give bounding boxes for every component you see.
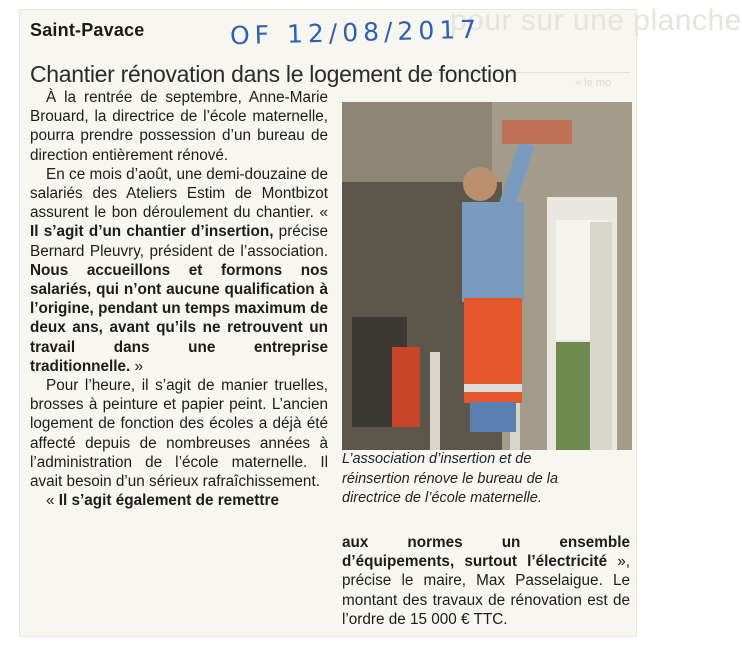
paragraph-3: Pour l’heure, il s’agit de manier truelles, brosses à peinture et papier peint. L’ancien logement de fonction des écoles a déjà été affecté depuis de nombreuses années à l’administration de l’école maternelle. Il avait besoin d’un sérieux rafraîchissement. (30, 377, 328, 491)
photo-illustration (342, 102, 632, 450)
caption-line-3: directrice de l’école maternelle. (342, 490, 542, 506)
handwritten-date-stamp: OF 12/08/2017 (229, 14, 482, 51)
article-photo (342, 102, 632, 450)
location-heading: Saint-Pavace (30, 20, 145, 40)
photo-ladder (430, 352, 440, 450)
photo-ceiling-debris (502, 120, 572, 144)
quote-bold-1: Il s’agit d’un chantier d’insertion, (30, 223, 274, 241)
newspaper-clipping (20, 4, 742, 636)
faded-fragment-text: « le mo (575, 77, 612, 89)
paragraph-2-start: En ce mois d’août, une demi-douzaine de salariés des Ateliers Estim de Montbizot assurent le bon déroulement du chantier. « (30, 165, 328, 222)
paragraph-2-end: » (130, 357, 144, 375)
quote-bold-4: aux normes un ensemble d’équipements, surtout l’électricité (342, 534, 630, 571)
caption-line-1: L’association d’insertion et de (342, 451, 532, 467)
faded-header-text: pour sur une planche (450, 4, 742, 37)
paragraph-2-mid: précise Bernard Pleuvry, président de l’association. (30, 223, 328, 260)
quote-bold-3: Il s’agit également de remettre (58, 492, 279, 510)
paragraph-5-rest: », précise le maire, Max Passelaigue. Le montant des travaux de rénovation est de l’ordre de 15 000 € TTC. (342, 553, 630, 628)
paragraph-2 (30, 165, 328, 376)
article-title: Chantier rénovation dans le logement de fonction (30, 61, 517, 87)
paragraph-4-start: « (46, 492, 59, 510)
photo-worker-torso (462, 202, 524, 302)
article-left-column (30, 88, 328, 510)
photo-caption (342, 450, 632, 509)
photo-door-panel (590, 222, 612, 450)
caption-text (342, 450, 632, 509)
quote-bold-2: Nous accueillons et formons nos salariés, qui n’ont aucune qualification à l’origine, pendant un temps maximum de deux ans, avant qu’ils ne retrouvent un travail dans une entreprise traditionnelle. (30, 261, 328, 375)
article-right-column (342, 533, 630, 629)
paragraph-1: À la rentrée de septembre, Anne-Marie Brouard, la directrice de l’école maternelle, pourra prendre possession d’un bureau de direction entièrement rénové. (30, 89, 328, 164)
caption-line-2: réinsertion rénove le bureau de la (342, 470, 559, 487)
photo-worker-head (463, 167, 497, 201)
photo-worker-boots (470, 402, 516, 432)
photo-reflective-band (464, 384, 522, 392)
paragraph-4 (30, 491, 328, 510)
photo-orange-garment (392, 347, 420, 427)
paragraph-5 (342, 533, 630, 629)
